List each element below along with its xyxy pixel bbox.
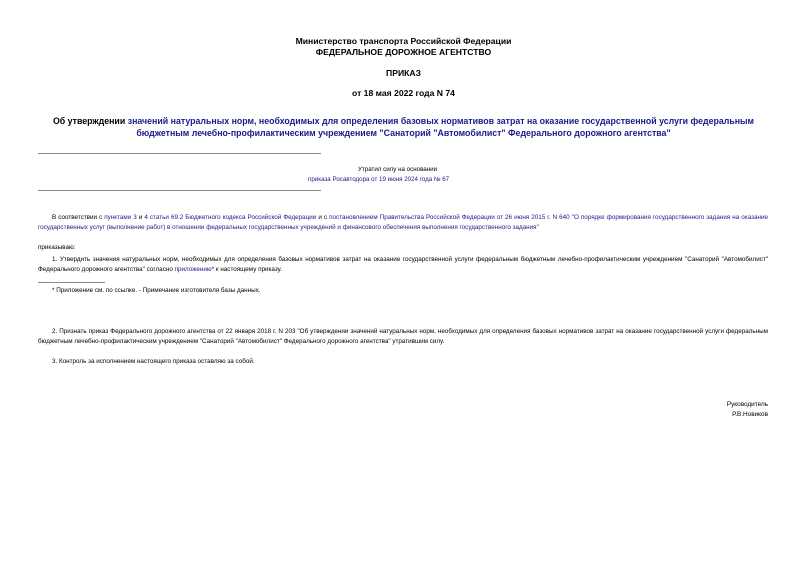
title-link[interactable]: значений натуральных норм, необходимых для определения базовых нормативов затрат на оказание государственной услуги федеральным бюджетным лечебно-профилактическим учреждением "Санаторий "Автомобилист" Федерального дорожного агентства" (127, 116, 755, 138)
preamble-text-1: В соответствии с (52, 214, 105, 221)
preamble-link-budget-code[interactable]: 4 статьи 69.2 Бюджетного кодекса Российской Федерации (144, 214, 317, 221)
signatory-name: Р.В.Новиков (732, 411, 768, 418)
status-top-rule (38, 153, 321, 154)
item-3: 3. Контроль за исполнением настоящего приказа оставляю за собой. (52, 358, 255, 365)
doc-type: ПРИКАЗ (386, 68, 421, 78)
footnote: * Приложение см. по ссылке. - Примечание изготовителя базы данных. (52, 287, 261, 294)
preamble-link-clauses[interactable]: пунктами 3 (104, 214, 137, 221)
preamble-paragraph (38, 213, 768, 233)
status-link[interactable]: приказа Росавтодора от 19 июня 2024 года № 67 (308, 176, 450, 183)
item-2: 2. Признать приказ Федерального дорожного агентства от 22 января 2018 г. N 203 "Об утверждении значений натуральных норм, необходимых для определения базовых нормативов затрат на оказание государственной услуги федеральным бюджетным лечебно-профилактическим учреждением "Санаторий "Автомобилист" Федерального дорожного агентства" утратившим силу. (38, 328, 768, 345)
order-word: приказываю: (38, 244, 76, 251)
agency-name: ФЕДЕРАЛЬНОЕ ДОРОЖНОЕ АГЕНТСТВО (315, 47, 492, 57)
item-1-text: 1. Утвердить значения натуральных норм, необходимых для определения базовых нормативов затрат на оказание государственной услуги федеральным бюджетным лечебно-профилактическим учреждением "Санаторий "Автомобилист" Федерального дорожного агентства" согласно (38, 256, 768, 273)
doc-date-number: от 18 мая 2022 года N 74 (352, 88, 455, 98)
title-prefix: Об утверждении (52, 116, 128, 126)
status-text: Утратил силу на основании (358, 166, 438, 173)
status-bottom-rule (38, 190, 321, 191)
preamble-text-3: и с (316, 214, 330, 221)
item-1-tail: * к настоящему приказу. (211, 266, 282, 273)
footnote-rule (38, 282, 105, 283)
ministry-name: Министерство транспорта Российской Федерации (295, 36, 512, 46)
preamble-link-resolution[interactable]: постановлением Правительства Российской Федерации от 26 июня 2015 г. N 640 "О порядке формирования государственного задания на оказание государственных услуг (выполнение работ) в отношении федеральных государственных учреждений и финансового обеспечения выполнения государственного задания" (38, 214, 769, 231)
signatory-role: Руководитель (726, 401, 768, 408)
document-title (30, 115, 777, 139)
appendix-link[interactable]: приложению (174, 266, 212, 273)
item-1 (38, 255, 768, 275)
preamble-text-2: и (136, 214, 145, 221)
